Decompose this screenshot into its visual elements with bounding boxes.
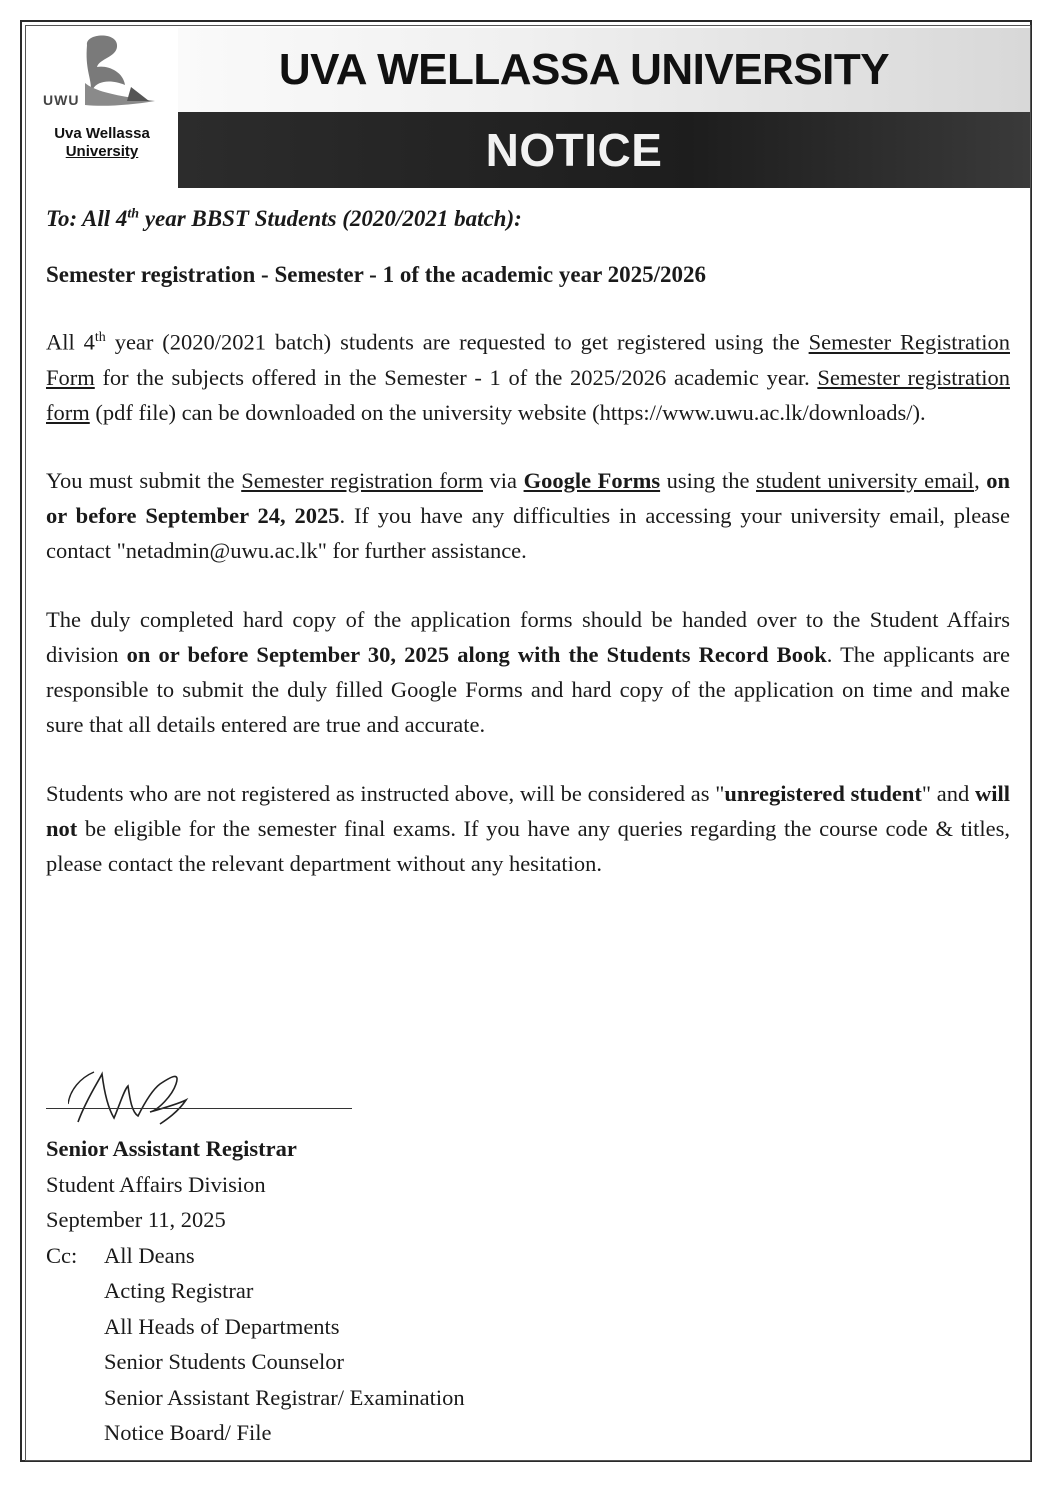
registration-form-download-link[interactable]: Semester registration form [46, 364, 1010, 425]
signatory-division: Student Affairs Division [46, 1171, 266, 1197]
notice-heading: NOTICE [485, 124, 663, 176]
student-email-link[interactable]: student university email [756, 467, 975, 493]
header-notice-band [178, 112, 1030, 188]
logo-emblem-icon [27, 27, 177, 125]
signatory-block [46, 1131, 465, 1451]
notice-body [46, 196, 1010, 881]
signature-line [46, 1108, 352, 1109]
cc-item: Senior Students Counselor [104, 1349, 344, 1374]
registration-form-link[interactable]: Semester registration form [241, 467, 483, 493]
notice-date: September 11, 2025 [46, 1207, 226, 1232]
cc-section [46, 1238, 465, 1451]
cc-item: All Deans [104, 1242, 195, 1268]
cc-item: All Heads of Departments [104, 1313, 340, 1339]
university-name: UVA WELLASSA UNIVERSITY [278, 45, 890, 94]
addressee-line: To: All 4th year BBST Students (2020/2021 batch): [46, 206, 522, 231]
semester-registration-form-link[interactable]: Semester Registration Form [46, 329, 1010, 390]
cc-item: Notice Board/ File [104, 1420, 272, 1445]
university-logo [27, 27, 177, 187]
cc-list [104, 1238, 465, 1451]
signatory-title: Senior Assistant Registrar [46, 1136, 297, 1161]
logo-line1: Uva Wellassa [54, 125, 150, 142]
cc-item: Senior Assistant Registrar/ Examination [104, 1384, 465, 1410]
signature [46, 1060, 366, 1140]
logo-caption [27, 125, 177, 161]
logo-line2: University [65, 143, 139, 160]
google-forms-link[interactable]: Google Forms [523, 467, 661, 493]
signature-scribble-icon [68, 1060, 228, 1140]
logo-mark-text: UWU [43, 92, 80, 108]
paragraph-submission: You must submit the Semester registration form via Google Forms using the student university email, on or before September 24, 2025. If you have any difficulties in accessing your university email, please contact "netadmin@uwu.ac.lk" for further assistance. [46, 467, 1011, 563]
header-title-band [178, 28, 1030, 112]
cc-label: Cc: [46, 1242, 78, 1268]
cc-item: Acting Registrar [104, 1278, 254, 1303]
paragraph-registration: All 4th year (2020/2021 batch) students are requested to get registered using the Semester Registration Form for the subjects offered in the Semester - 1 of the 2025/2026 academic year. Semester registration form (pdf file) can be downloaded on the university website (https://www.uwu.ac.lk/downloads/). [46, 329, 1010, 425]
paragraph-warning: Students who are not registered as instructed above, will be considered as "unregistered student" and will not be eligible for the semester final exams. If you have any queries regarding the course code & titles, please contact the relevant department without any hesitation. [46, 780, 1010, 876]
subject-line: Semester registration - Semester - 1 of the academic year 2025/2026 [46, 262, 707, 287]
paragraph-hard-copy: The duly completed hard copy of the application forms should be handed over to the Student Affairs division on or before September 30, 2025 along with the Students Record Book. The applicants are responsible to submit the duly filled Google Forms and hard copy of the application on time and make sure that all details entered are true and accurate. [46, 606, 1010, 737]
